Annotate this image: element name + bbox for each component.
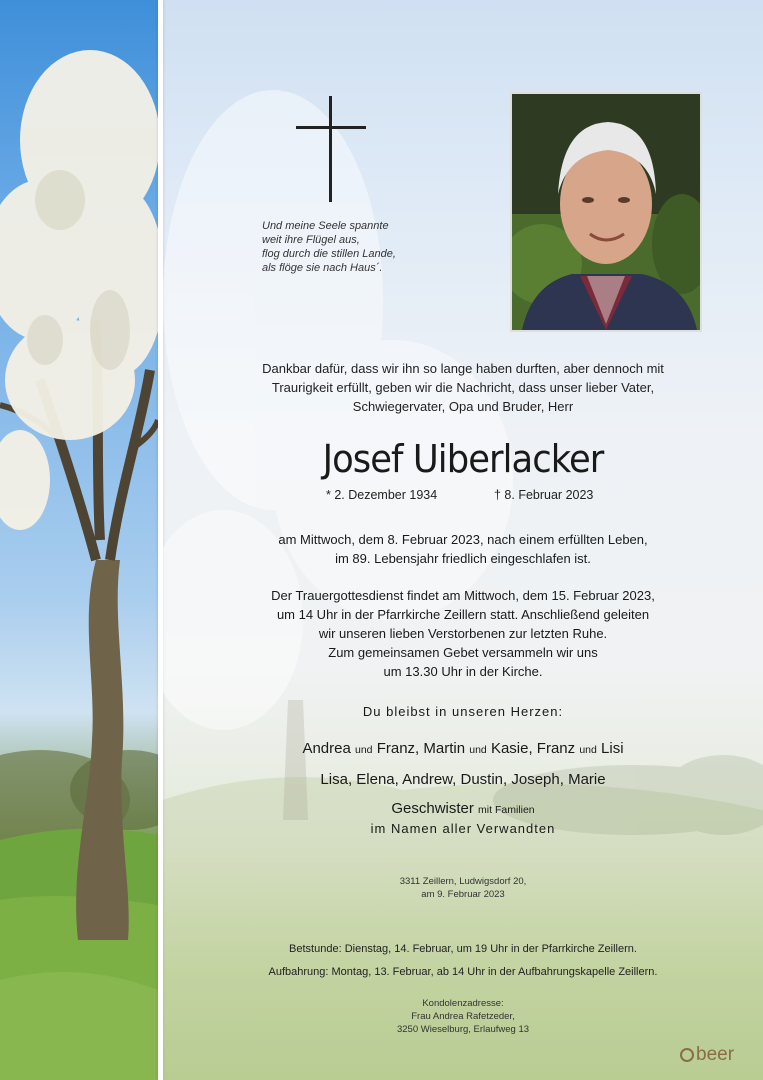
beer-logo bbox=[680, 1042, 734, 1068]
deceased-name: Josef Uiberlacker bbox=[322, 437, 604, 481]
prayer-line: um 13.30 Uhr in der Kirche. bbox=[383, 664, 543, 679]
condolence-line: Kondolenzadresse: bbox=[422, 998, 504, 1009]
family-conj: und bbox=[469, 744, 487, 756]
event-notices bbox=[163, 938, 763, 984]
family-name: Geschwister bbox=[391, 800, 474, 817]
aufbahrung-line: Aufbahrung: Montag, 13. Februar, ab 14 Uhr in der Aufbahrungskapelle Zeillern. bbox=[268, 966, 658, 978]
family-list bbox=[163, 734, 763, 825]
intro-text bbox=[163, 359, 763, 416]
intro-line: Traurigkeit erfüllt, geben wir die Nachricht, dass unser lieber Vater, bbox=[271, 380, 655, 395]
condolence-address bbox=[163, 997, 763, 1036]
prayer-notice bbox=[163, 643, 763, 681]
poem-line: weit ihre Flügel aus, bbox=[262, 234, 360, 246]
place-date bbox=[163, 875, 763, 901]
family-line-1 bbox=[163, 734, 763, 765]
death-date: † 8. Februar 2023 bbox=[494, 488, 594, 502]
family-name: Andrea bbox=[302, 740, 351, 757]
service-line: um 14 Uhr in der Pfarrkirche Zeillern statt. Anschließend geleiten bbox=[276, 607, 650, 622]
address-line: 3311 Zeillern, Ludwigsdorf 20, bbox=[399, 876, 527, 887]
logo-mark-icon bbox=[680, 1048, 694, 1062]
family-conj: und bbox=[579, 744, 597, 756]
blossom-tree-photo bbox=[0, 0, 158, 1080]
condolence-line: Frau Andrea Rafetzeder, bbox=[411, 1011, 515, 1022]
service-line: wir unseren lieben Verstorbenen zur letzten Ruhe. bbox=[318, 626, 608, 641]
death-notice-line: im 89. Lebensjahr friedlich eingeschlafen ist. bbox=[335, 551, 591, 566]
intro-line: Schwiegervater, Opa und Bruder, Herr bbox=[352, 399, 574, 414]
portrait-photo bbox=[510, 92, 702, 332]
family-conj: mit Familien bbox=[478, 804, 535, 816]
poem-line: als flöge sie nach Haus´. bbox=[262, 262, 383, 274]
condolence-line: 3250 Wieselburg, Erlaufweg 13 bbox=[396, 1024, 530, 1035]
birth-date: * 2. Dezember 1934 bbox=[326, 488, 438, 502]
poem bbox=[262, 219, 462, 275]
cross-icon bbox=[296, 96, 366, 202]
family-name: Franz, Martin bbox=[376, 740, 466, 757]
relatives-line: im Namen aller Verwandten bbox=[370, 821, 556, 836]
death-notice-line: am Mittwoch, dem 8. Februar 2023, nach einem erfüllten Leben, bbox=[278, 532, 648, 547]
service-line: Der Trauergottesdienst findet am Mittwoch, dem 15. Februar 2023, bbox=[271, 588, 655, 603]
betstunde-line: Betstunde: Dienstag, 14. Februar, um 19 Uhr in der Pfarrkirche Zeillern. bbox=[289, 943, 637, 955]
in-our-hearts: Du bleibst in unseren Herzen: bbox=[362, 704, 564, 719]
logo-text: beer bbox=[696, 1044, 735, 1065]
family-conj: und bbox=[355, 744, 373, 756]
death-notice bbox=[163, 530, 763, 568]
intro-line: Dankbar dafür, dass wir ihn so lange haben durften, aber dennoch mit bbox=[262, 361, 664, 376]
poem-line: flog durch die stillen Lande, bbox=[262, 248, 396, 260]
family-name: Lisi bbox=[601, 740, 624, 757]
family-name: Kasie, Franz bbox=[490, 740, 576, 757]
funeral-service bbox=[163, 586, 763, 643]
poem-line: Und meine Seele spannte bbox=[262, 220, 389, 232]
prayer-line: Zum gemeinsamen Gebet versammeln wir uns bbox=[328, 645, 598, 660]
address-line: am 9. Februar 2023 bbox=[421, 889, 505, 900]
family-line-2: Lisa, Elena, Andrew, Dustin, Joseph, Marie bbox=[320, 771, 606, 788]
